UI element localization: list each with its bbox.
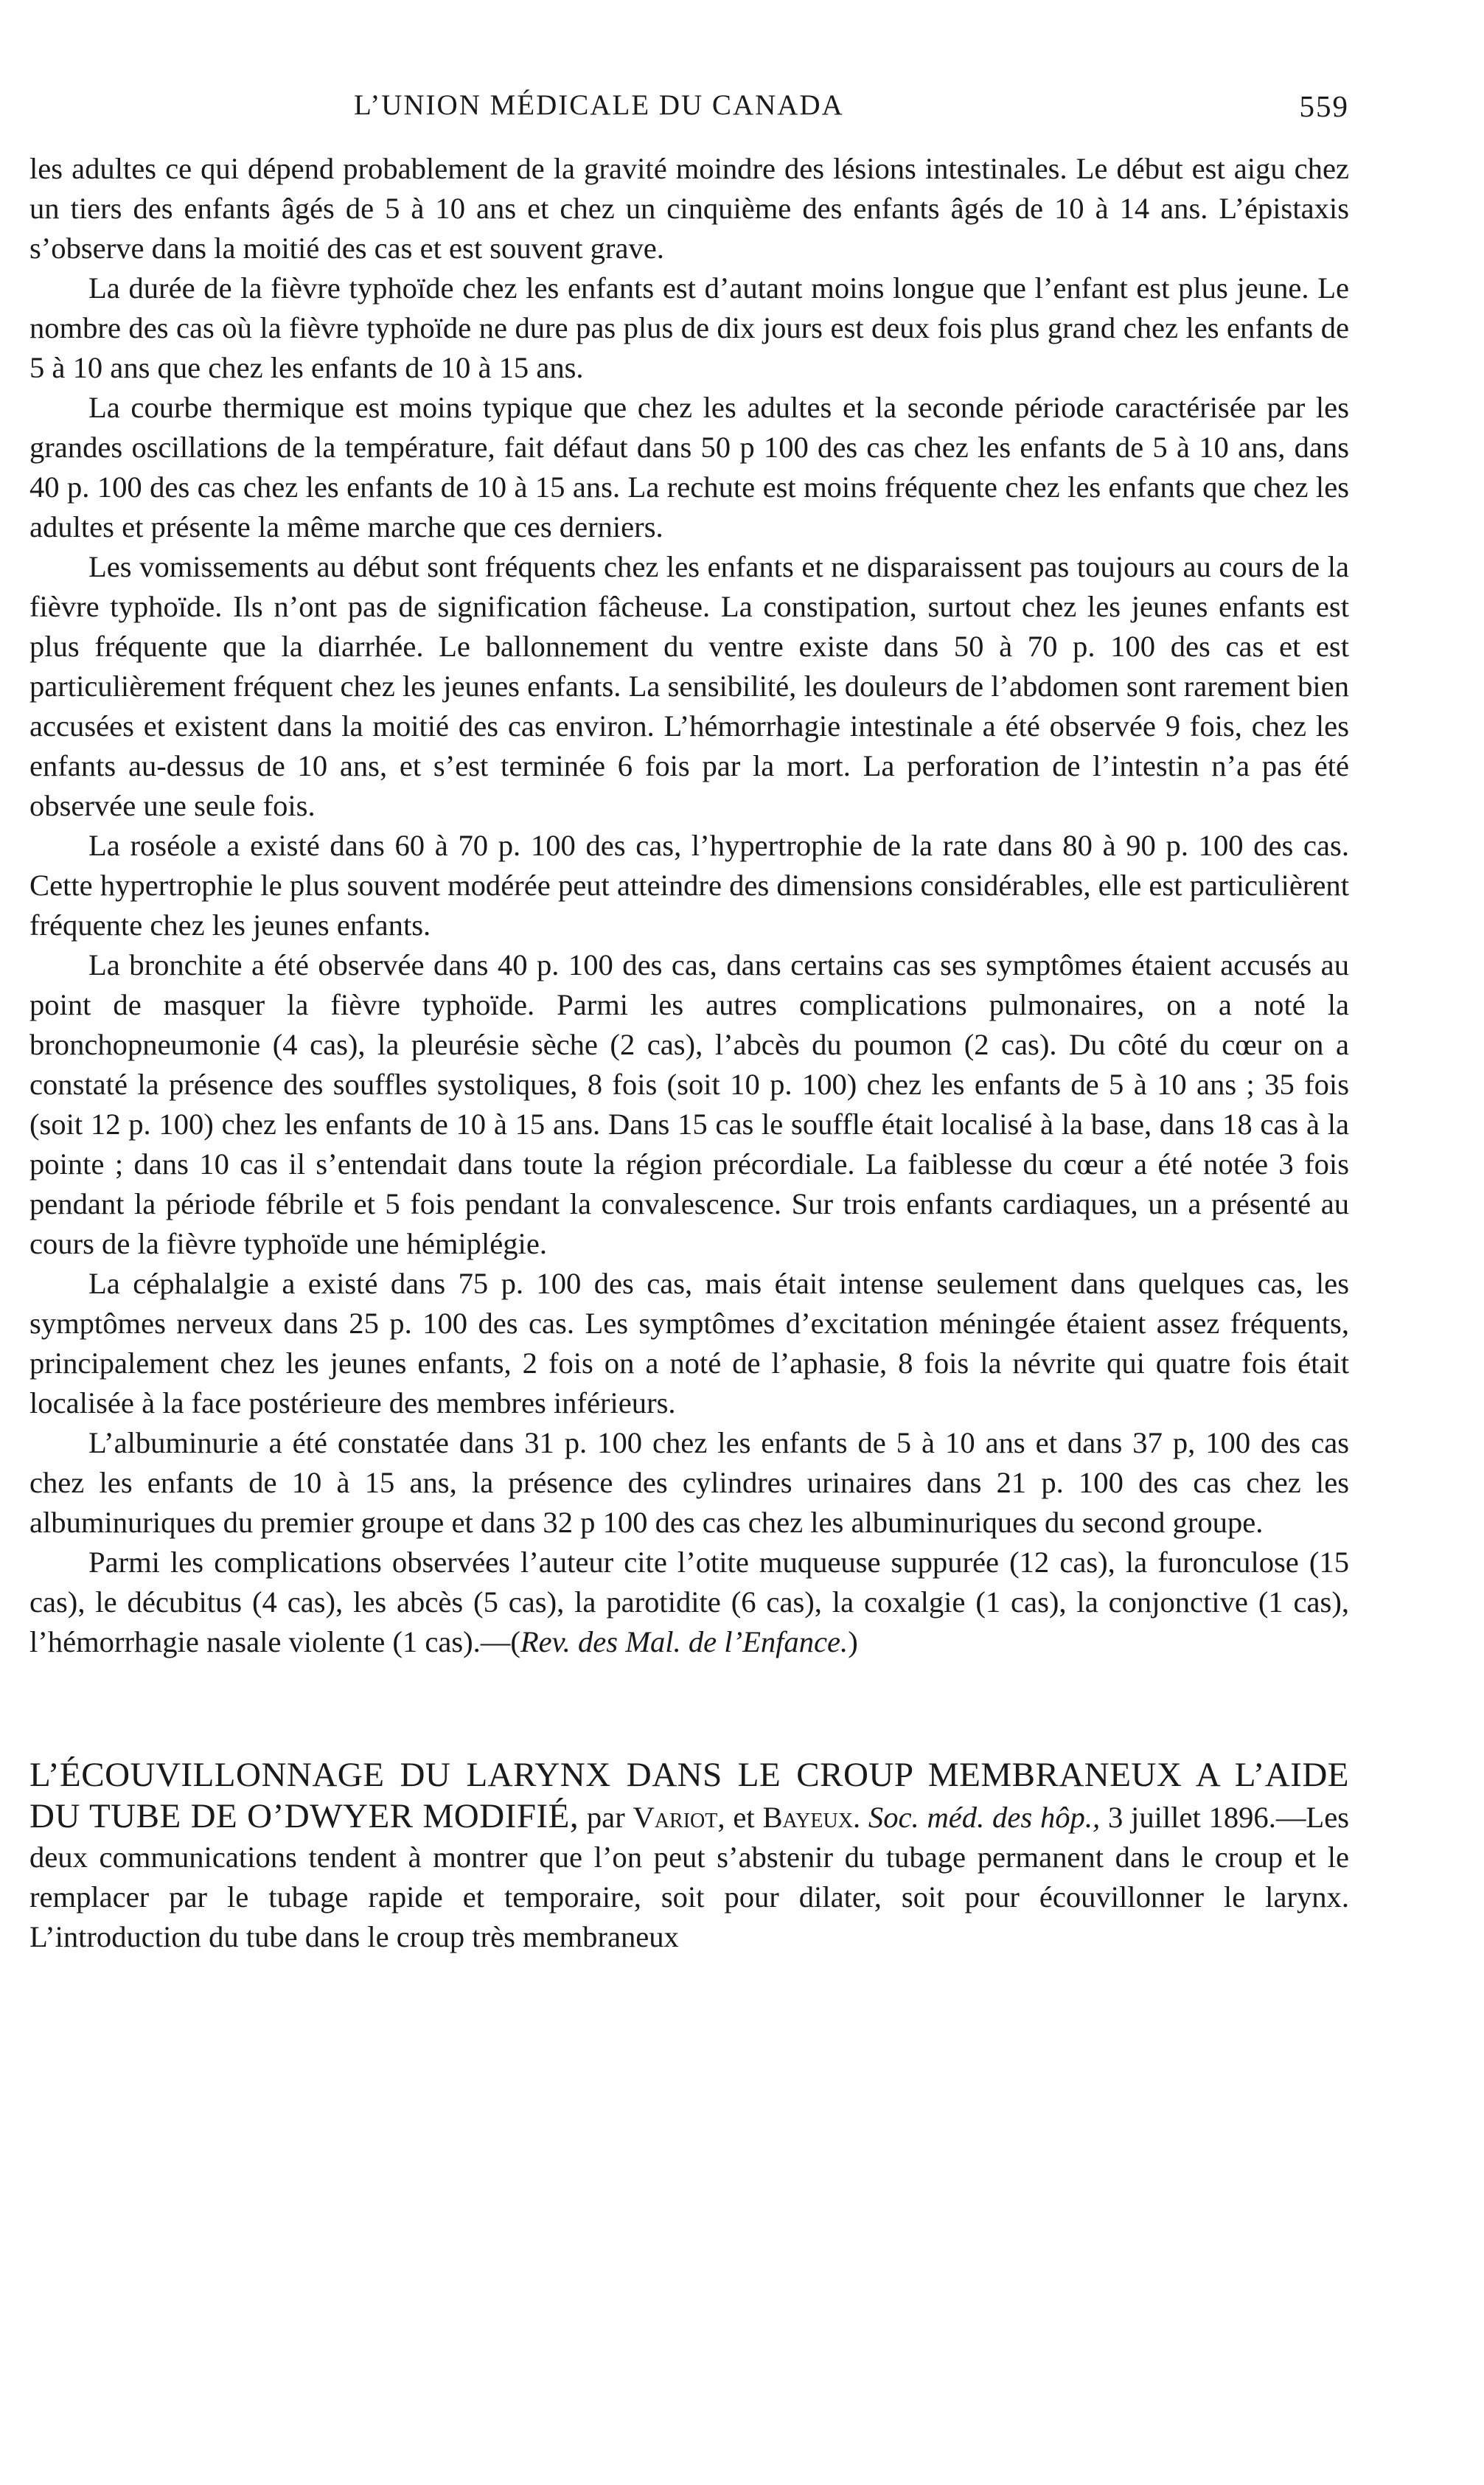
citation-source: Rev. des Mal. de l’Enfance.: [520, 1625, 849, 1658]
page: [29, 88, 1349, 1957]
paragraph: La bronchite a été observée dans 40 p. 100 des cas, dans certains cas ses symptômes étaient accusés au point de masquer la fièvre typhoïde. Parmi les autres complications pulmonaires, on a noté la bronchopneumonie (4 cas), la pleurésie sèche (2 cas), l’abcès du poumon (2 cas). Du côté du cœur on a constaté la présence des souffles systoliques, 8 fois (soit 10 p. 100) chez les enfants de 5 à 10 ans ; 35 fois (soit 12 p. 100) chez les enfants de 10 à 15 ans. Dans 15 cas le souffle était localisé à la base, dans 18 cas à la pointe ; dans 10 cas il s’entendait dans toute la région précordiale. La faiblesse du cœur a été notée 3 fois pendant la période fébrile et 5 fois pendant la convalescence. Sur trois enfants cardiaques, un a présenté au cours de la fièvre typhoïde une hémiplégie.: [29, 948, 1349, 1260]
paragraph: La céphalalgie a existé dans 75 p. 100 des cas, mais était intense seulement dans quelques cas, les symptômes nerveux dans 25 p. 100 des cas. Les symptômes d’excitation méningée étaient assez fréquents, principalement chez les jeunes enfants, 2 fois on a noté de l’aphasie, 8 fois la névrite qui quatre fois était localisée à la face postérieure des membres inférieurs.: [29, 1267, 1349, 1419]
paragraph-with-citation: [29, 1543, 1349, 1662]
paragraph: La courbe thermique est moins typique que chez les adultes et la seconde période caractérisée par les grandes oscillations de la température, fait défaut dans 50 p 100 des cas chez les enfants de 5 à 10 ans, dans 40 p. 100 des cas chez les enfants de 10 à 15 ans. La rechute est moins fréquente chez les enfants que chez les adultes et présente la même marche que ces derniers.: [29, 391, 1349, 543]
running-head: [29, 88, 1349, 133]
section-title: L’ÉCOUVILLONNAGE DU LARYNX DANS LE CROUP MEMBRANEUX A L’AIDE DU TUBE DE O’DWYER MODIFIÉ,: [29, 1756, 1349, 1835]
author-name: Variot,: [633, 1801, 725, 1834]
paragraph: La roséole a existé dans 60 à 70 p. 100 des cas, l’hypertrophie de la rate dans 80 à 90 p. 100 des cas. Cette hypertrophie le plus souvent modérée peut atteindre des dimensions considérables, elle est particulièrent fréquente chez les jeunes enfants.: [29, 829, 1349, 942]
running-title: L’UNION MÉDICALE DU CANADA: [354, 89, 844, 121]
paragraph: les adultes ce qui dépend probablement de la gravité moindre des lésions intestinales. Le début est aigu chez un tiers des enfants âgés de 5 à 10 ans et chez un cinquième des enfants âgés de 10 à 14 ans. L’épistaxis s’observe dans la moitié des cas et est souvent grave.: [29, 152, 1349, 265]
paragraph: La durée de la fièvre typhoïde chez les enfants est d’autant moins longue que l’enfant est plus jeune. Le nombre des cas où la fièvre typhoïde ne dure pas plus de dix jours est deux fois plus grand chez les enfants de 5 à 10 ans que chez les enfants de 10 à 15 ans.: [29, 271, 1349, 384]
paragraph: Les vomissements au début sont fréquents chez les enfants et ne disparaissent pas toujours au cours de la fièvre typhoïde. Ils n’ont pas de signification fâcheuse. La constipation, surtout chez les jeunes enfants est plus fréquente que la diarrhée. Le ballonnement du ventre existe dans 50 à 70 p. 100 des cas et est particulièrement fréquent chez les jeunes enfants. La sensibilité, les douleurs de l’abdomen sont rarement bien accusées et existent dans la moitié des cas environ. L’hémorrhagie intestinale a été observée 9 fois, chez les enfants au-dessus de 10 ans, et s’est terminée 6 fois par la mort. La perforation de l’intestin n’a pas été observée une seule fois.: [29, 550, 1349, 822]
citation-close: ): [848, 1625, 858, 1658]
page-number: 559: [1299, 89, 1349, 123]
paragraph-text: Parmi les complications observées l’auteur cite l’otite muqueuse suppurée (12 cas), la furonculose (15 cas), le décubitus (4 cas), les abcès (5 cas), la parotidite (6 cas), la coxalgie (1 cas), la conjonctive (1 cas), l’hémorrhagie nasale violente (1 cas).—(: [29, 1546, 1349, 1658]
society-name: Soc. méd. des hôp.,: [860, 1801, 1101, 1834]
section-and: et: [725, 1801, 763, 1834]
paragraph: L’albuminurie a été constatée dans 31 p. 100 chez les enfants de 5 à 10 ans et dans 37 p, 100 des cas chez les enfants de 10 à 15 ans, la présence des cylindres urinaires dans 21 p. 100 des cas chez les albuminuriques du premier groupe et dans 32 p 100 des cas chez les albuminuriques du second groupe.: [29, 1426, 1349, 1539]
section: [29, 1755, 1349, 1957]
section-by: par: [579, 1801, 633, 1834]
section-text: 3 juillet 1896.—Les deux communications tendent à montrer que l’on peut s’abstenir du tubage permanent dans le croup et le remplacer par le tubage rapide et temporaire, soit pour dilater, soit pour écouvillonner le larynx. L’introduction du tube dans le croup très membraneux: [29, 1801, 1350, 1953]
author-name: Bayeux.: [762, 1801, 861, 1834]
article-body: [29, 149, 1349, 1662]
